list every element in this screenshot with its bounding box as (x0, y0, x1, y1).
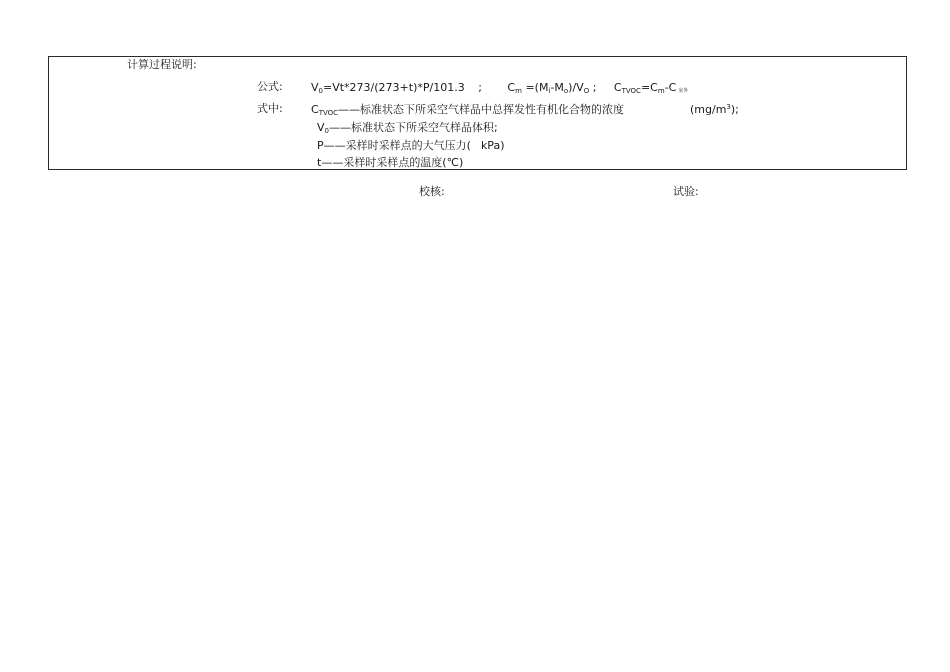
calc-notes-title: 计算过程说明: (127, 58, 197, 71)
outdoor-subscript: 室外 (678, 88, 689, 94)
tvoc-description: ——标准状态下所采空气样品中总挥发性有机化合物的浓度 (338, 103, 625, 116)
tvoc-subscript: TVOC (318, 109, 339, 117)
formula-line (311, 81, 688, 97)
definition-p (317, 139, 504, 153)
tvoc-unit-b: ); (730, 103, 739, 116)
v0-symbol: V (311, 81, 319, 94)
tvoc-unit-superscript: 3 (726, 103, 731, 111)
tvoc-symbol: C (311, 103, 319, 116)
formula-label: 公式: (257, 80, 283, 93)
cm-mo-subscript: o (563, 87, 569, 95)
ctvoc-subscript: TVOC (621, 87, 641, 95)
tester-label: 试验: (673, 185, 699, 198)
v0-def-description: ——标准状态下所采空气样品体积; (329, 121, 498, 134)
where-label: 式中: (257, 102, 283, 115)
cm-subscript: m (515, 87, 522, 95)
formula-separator: ; (478, 81, 482, 94)
p-description: P——采样时采样点的大气压力( (317, 139, 471, 152)
cm-expression-c: -M (550, 81, 564, 94)
v0-subscript: 0 (318, 87, 323, 95)
p-close: ) (500, 139, 505, 152)
ctvoc-equals: =C (640, 81, 658, 94)
p-unit: kPa (480, 139, 501, 152)
tvoc-unit-a: (mg/m (690, 103, 727, 116)
definition-tvoc (311, 103, 624, 118)
tvoc-unit (690, 103, 739, 118)
cm-vo-subscript: O (583, 87, 590, 95)
definition-t: t——采样时采样点的温度(℃) (317, 156, 464, 169)
v0-def-subscript: 0 (324, 127, 329, 135)
ctvoc-cm-subscript: m (657, 87, 665, 95)
cm-mi-subscript: i (548, 87, 551, 95)
ctvoc-symbol: C (613, 81, 622, 94)
formula-separator-2: ; (592, 81, 597, 94)
v0-def-symbol: V (317, 121, 325, 134)
cm-expression-a: =(M (525, 81, 549, 94)
ctvoc-minus: -C (664, 81, 677, 94)
cm-expression-e: )/V (568, 81, 584, 94)
v0-expression: =Vt*273/(273+t)*P/101.3 (323, 81, 465, 94)
checker-label: 校核: (419, 185, 445, 198)
definition-v0 (317, 121, 498, 136)
cm-symbol: C (507, 81, 516, 94)
